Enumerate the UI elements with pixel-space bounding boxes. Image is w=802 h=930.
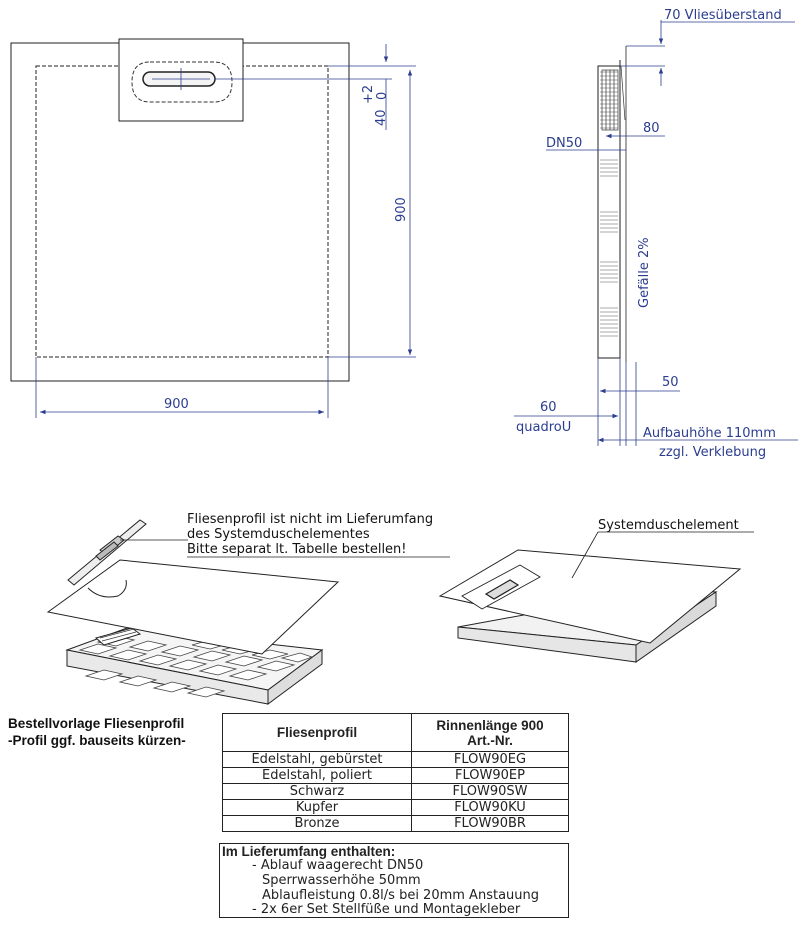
offset-plus-label: +2 [361, 84, 376, 104]
assembled-label: Systemduschelement [598, 518, 739, 533]
scope-line-3: Ablaufleistung 0.8l/s bei 20mm Anstauung [262, 888, 539, 903]
scope-line-2: Sperrwasserhöhe 50mm [262, 873, 421, 888]
table-row [223, 800, 569, 816]
build-height-label: Aufbauhöhe 110mm [643, 426, 776, 441]
article-cell: FLOW90KU [412, 800, 569, 816]
overhang-label: 70 Vliesüberstand [664, 8, 782, 23]
scope-line-1: - Ablauf waagerecht DN50 [252, 858, 424, 873]
table-row [223, 752, 569, 768]
assembled-view [440, 532, 754, 662]
profile-cell: Edelstahl, gebürstet [223, 752, 412, 768]
top-view [11, 39, 416, 418]
article-cell: FLOW90EG [412, 752, 569, 768]
width-dim-label: 900 [164, 397, 189, 412]
article-cell: FLOW90BR [412, 816, 569, 832]
col-header-article-line1: Rinnenlänge 900 [436, 717, 544, 733]
article-cell: FLOW90EP [412, 768, 569, 784]
dn50-label: DN50 [546, 136, 583, 151]
dim-60-label: 60 [540, 400, 557, 415]
offset-40-label: 40 [374, 109, 389, 126]
height-dim-label: 900 [394, 197, 409, 222]
dim-50-label: 50 [662, 375, 679, 390]
section-view [514, 8, 798, 460]
order-title-line2: -Profil ggf. bauseits kürzen- [8, 733, 186, 748]
scope-title: Im Lieferumfang enthalten: [222, 844, 396, 859]
quadro-label: quadroU [516, 420, 572, 435]
exploded-note-line3: Bitte separat lt. Tabelle bestellen! [187, 542, 407, 557]
article-cell: FLOW90SW [412, 784, 569, 800]
order-title-line1: Bestellvorlage Fliesenprofil [8, 716, 185, 731]
adhesive-label: zzgl. Verklebung [659, 445, 767, 460]
slope-label: Gefälle 2% [637, 237, 652, 308]
order-title [8, 715, 186, 749]
profile-cell: Schwarz [223, 784, 412, 800]
profile-cell: Edelstahl, poliert [223, 768, 412, 784]
delivery-scope-box [219, 843, 569, 918]
offset-zero-label: 0 [375, 91, 390, 100]
col-header-profile: Fliesenprofil [223, 714, 412, 752]
table-row [223, 784, 569, 800]
exploded-note-line2: des Systemduschelementes [187, 527, 370, 542]
profile-cell: Kupfer [223, 800, 412, 816]
col-header-article-line2: Art.-Nr. [467, 732, 513, 748]
profile-order-table [222, 713, 569, 832]
profile-cell: Bronze [223, 816, 412, 832]
table-row [223, 768, 569, 784]
col-header-article [412, 714, 569, 752]
scope-line-4: - 2x 6er Set Stellfüße und Montagekleber [252, 902, 521, 917]
exploded-note-line1: Fliesenprofil ist nicht im Lieferumfang [187, 512, 434, 527]
dim-80-label: 80 [643, 121, 660, 136]
table-row [223, 816, 569, 832]
